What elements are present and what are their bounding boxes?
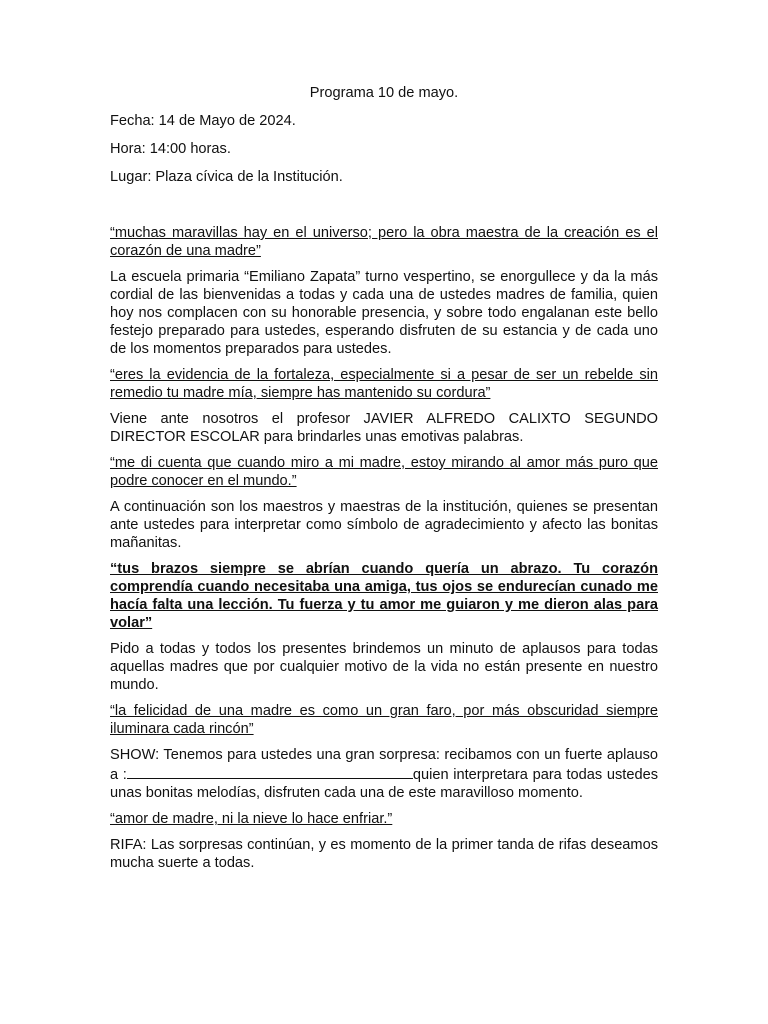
quote-6: “amor de madre, ni la nieve lo hace enfriar.”	[110, 811, 393, 827]
quote-1: “muchas maravillas hay en el universo; pero la obra maestra de la creación es el corazón de una madre”	[110, 225, 658, 259]
paragraph-welcome: La escuela primaria “Emiliano Zapata” turno vespertino, se enorgullece y da la más cordial de las bienvenidas a todas y cada una de ustedes madres de familia, quien hoy nos complacen con su honorable presencia, y sobre todo engalanan este bello festejo preparado para ustedes, esperando disfruten de su estancia y de cada uno de los momentos preparados para ustedes.	[110, 269, 658, 357]
event-date: Fecha: 14 de Mayo de 2024.	[110, 113, 296, 129]
quote-4: “tus brazos siempre se abrían cuando quería un abrazo. Tu corazón comprendía cuando necesitaba una amiga, tus ojos se endurecían cunado me hacía falta una lección. Tu fuerza y tu amor me guiaron y me dieron alas para volar”	[110, 561, 658, 631]
show-text-start: SHOW: Tenemos para ustedes una gran sorpresa: recibamos con un fuerte aplauso a :	[110, 747, 658, 783]
event-place: Lugar: Plaza cívica de la Institución.	[110, 169, 343, 185]
quote-5: “la felicidad de una madre es como un gran faro, por más obscuridad siempre iluminara cada rincón”	[110, 703, 658, 737]
paragraph-applause: Pido a todas y todos los presentes brindemos un minuto de aplausos para todas aquellas madres que por cualquier motivo de la vida no están presente en nuestro mundo.	[110, 641, 658, 693]
paragraph-teachers: A continuación son los maestros y maestras de la institución, quienes se presentan ante ustedes para interpretar como símbolo de agradecimiento y afecto las bonitas mañanitas.	[110, 499, 658, 551]
quote-2: “eres la evidencia de la fortaleza, especialmente si a pesar de ser un rebelde sin remedio tu madre mía, siempre has mantenido su cordura”	[110, 367, 658, 401]
document-title: Programa 10 de mayo.	[309, 85, 459, 101]
event-time: Hora: 14:00 horas.	[110, 141, 231, 157]
paragraph-raffle: RIFA: Las sorpresas continúan, y es momento de la primer tanda de rifas deseamos mucha suerte a todas.	[110, 837, 658, 871]
spacer	[110, 196, 658, 224]
show-text-end: quien interpretara para todas ustedes unas bonitas melodías, disfruten cada una de este maravilloso momento.	[110, 767, 658, 801]
blank-line	[127, 764, 413, 779]
paragraph-show	[110, 746, 658, 802]
paragraph-director: Viene ante nosotros el profesor JAVIER ALFREDO CALIXTO SEGUNDO DIRECTOR ESCOLAR para brindarles unas emotivas palabras.	[110, 411, 658, 445]
quote-3: “me di cuenta que cuando miro a mi madre, estoy mirando al amor más puro que podre conocer en el mundo.”	[110, 455, 658, 489]
